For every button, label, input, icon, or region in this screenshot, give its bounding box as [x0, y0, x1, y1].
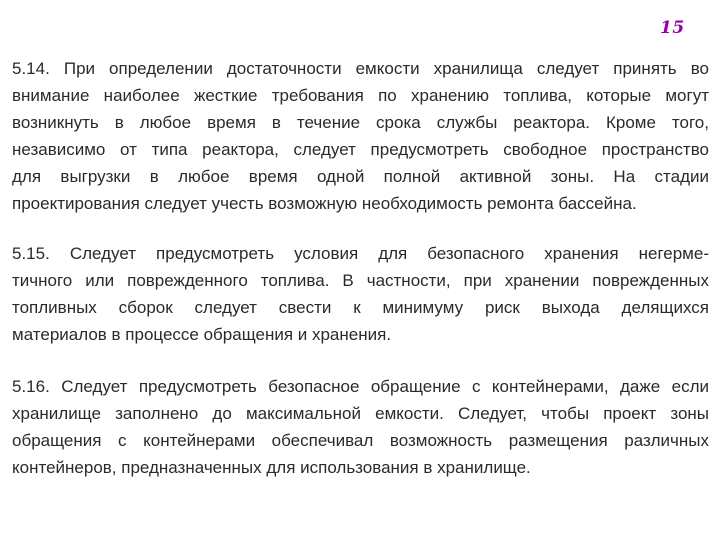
text-line: обращения с контейнерами обеспечивал возможность размещения различных [12, 431, 709, 450]
text-line: топливных сборок следует свести к минимуму риск выхода делящихся [12, 298, 709, 317]
text-line: возникнуть в любое время в течение срока службы реактора. Кроме того, [12, 113, 709, 132]
text-line: для выгрузки в любое время одной полной активной зоны. На стадии [12, 167, 709, 186]
text-line: проектирования следует учесть возможную необходимость ремонта бассейна. [12, 194, 637, 213]
text-line: независимо от типа реактора, следует предусмотреть свободное пространство [12, 140, 709, 159]
text-line: 5.15. Следует предусмотреть условия для безопасного хранения негерме- [12, 244, 709, 263]
text-line: контейнеров, предназначенных для использования в хранилище. [12, 458, 531, 477]
paragraph-5-15 [12, 240, 709, 348]
text-line: 5.16. Следует предусмотреть безопасное обращение с контейнерами, даже если [12, 377, 709, 396]
paragraph-5-14 [12, 55, 709, 217]
page-number: 15 [660, 18, 685, 38]
paragraph-5-16 [12, 373, 709, 481]
text-line: материалов в процессе обращения и хранения. [12, 325, 392, 344]
text-line: хранилище заполнено до максимальной емкости. Следует, чтобы проект зоны [12, 404, 709, 423]
text-line: внимание наиболее жесткие требования по хранению топлива, которые могут [12, 86, 709, 105]
text-line: 5.14. При определении достаточности емкости хранилища следует принять во [12, 59, 709, 78]
text-line: тичного или поврежденного топлива. В частности, при хранении поврежденных [12, 271, 709, 290]
